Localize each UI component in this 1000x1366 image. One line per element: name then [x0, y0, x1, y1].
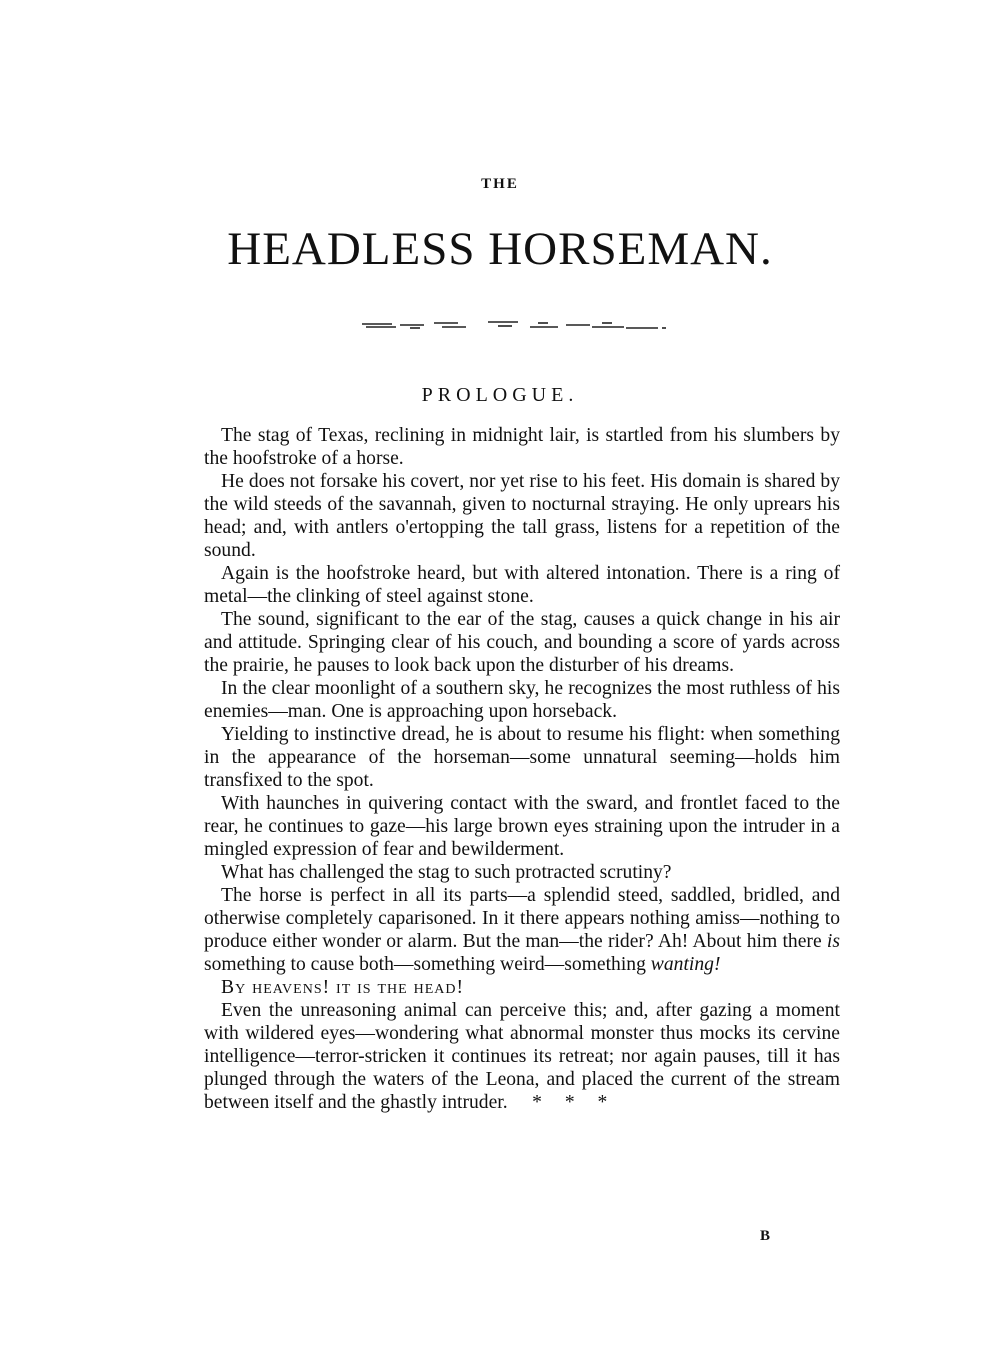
- paragraph: [204, 999, 840, 1114]
- italic-emphasis: wanting!: [650, 954, 721, 975]
- paragraph-text: Even the unreasoning animal can perceive this; and, after gazing a moment with wildered eyes—wondering what abnormal monster thus mocks its cervine intelligence—terror-stricken it continues its retreat; nor again pauses, till it has plunged through the waters of the Leona, and placed the current of the stream between itself and the ghastly intruder.: [204, 1000, 840, 1113]
- asterism: * * *: [532, 1092, 608, 1113]
- signature-mark: B: [760, 1228, 771, 1244]
- paragraph: Yielding to instinctive dread, he is about to resume his flight: when something in the appearance of the horseman—some unnatural seeming—holds him transfixed to the spot.: [204, 724, 840, 791]
- title-prefix: THE: [481, 176, 519, 192]
- paragraph: In the clear moonlight of a southern sky, he recognizes the most ruthless of his enemies—man. One is approaching upon horseback.: [204, 678, 840, 722]
- book-title: HEADLESS HORSEMAN.: [227, 223, 773, 275]
- paragraph-text: The horse is perfect in all its parts—a splendid steed, saddled, bridled, and otherwise completely caparisoned. In it there appears nothing amiss—nothing to produce either wonder or alarm. But the man—the rider? Ah! About him there: [204, 885, 840, 952]
- paragraph: Again is the hoofstroke heard, but with altered intonation. There is a ring of metal—the clinking of steel against stone.: [204, 563, 840, 607]
- paragraph: The sound, significant to the ear of the stag, causes a quick change in his air and attitude. Springing clear of his couch, and bounding a score of yards across the prairie, he pauses to look back upon the disturber of his dreams.: [204, 609, 840, 676]
- paragraph: The stag of Texas, reclining in midnight lair, is startled from his slumbers by the hoofstroke of a horse.: [204, 425, 840, 469]
- paragraph: [204, 884, 840, 976]
- paragraph: What has challenged the stag to such protracted scrutiny?: [221, 862, 672, 883]
- decorative-rule: [362, 318, 672, 334]
- paragraph-exclamation: By heavens! it is the head!: [221, 977, 465, 998]
- section-heading: PROLOGUE.: [421, 384, 579, 406]
- prose-body: [204, 424, 840, 1114]
- paragraph: With haunches in quivering contact with the sward, and frontlet faced to the rear, he continues to gaze—his large brown eyes straining upon the intruder in a mingled expression of fear and bewilderment.: [204, 793, 840, 860]
- italic-emphasis: is: [826, 931, 840, 952]
- paragraph-text: something to cause both—something weird—something: [204, 954, 651, 975]
- paragraph: He does not forsake his covert, nor yet rise to his feet. His domain is shared by the wild steeds of the savannah, given to nocturnal straying. He only uprears his head; and, with antlers o'ertopping the tall grass, listens for a repetition of the sound.: [204, 471, 840, 561]
